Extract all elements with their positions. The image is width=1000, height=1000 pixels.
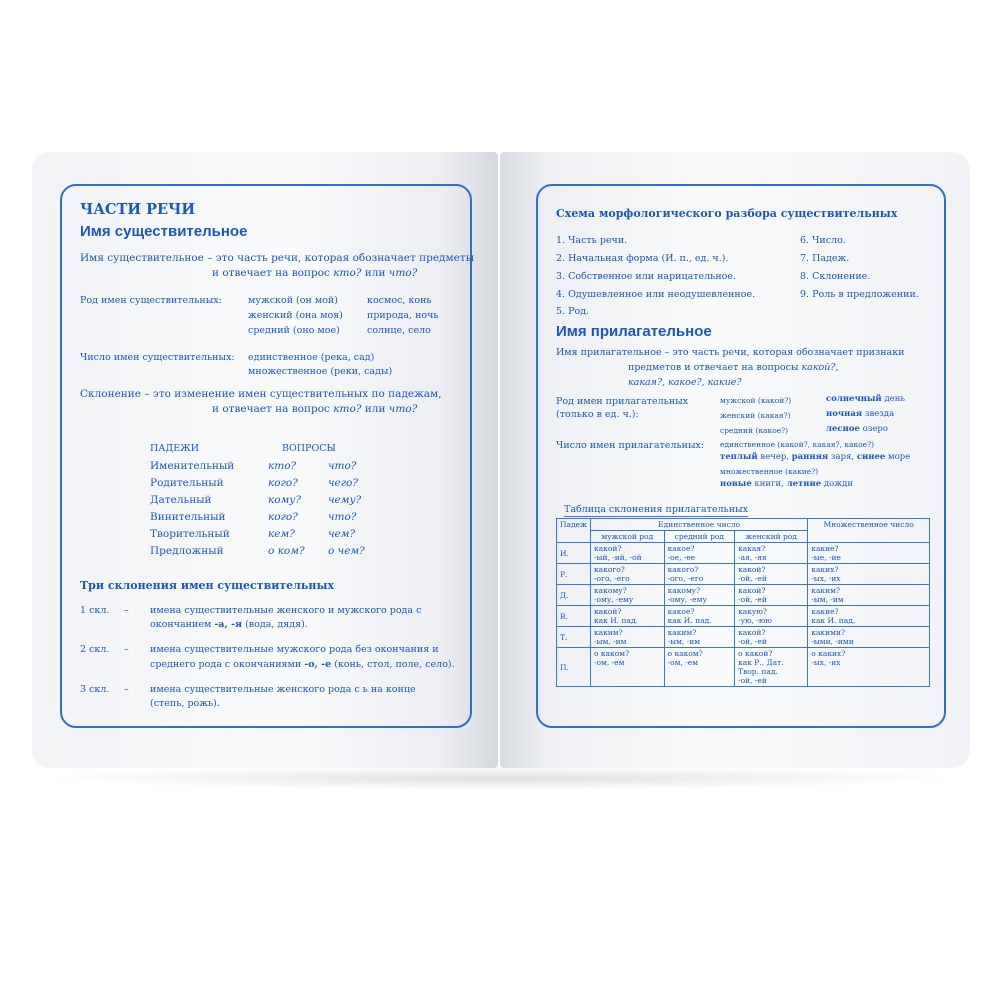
case-question-1: кого? [268,477,298,489]
adjective-definition-line3: какая?, какое?, какие? [628,377,742,388]
scheme-item: 6. Число. [800,235,846,246]
table-cell: какой? -ой, -ей [735,585,808,606]
table-cell: какое? -ое, -ее [664,543,734,564]
adj-gender-neut-example: лесное озеро [826,424,888,434]
table-row [557,627,930,648]
declension-dash: – [124,684,129,695]
adj-gender-masc-example: солнечный день [826,394,906,404]
table-cell: каким? -ым, -им [590,627,664,648]
table-header-masc: мужской род [590,531,664,543]
scheme-item: 1. Часть речи. [556,235,628,246]
table-cell: какое? как И. пад. [664,606,734,627]
declension-line1: имена существительные мужского рода без окончания и [150,644,439,655]
case-question-1: кто? [268,460,297,472]
adj-gender-neut: средний (какое?) [720,426,789,435]
table-cell: о каком? -ом, -ем [590,648,664,687]
adj-gender-masc: мужской (какой?) [720,396,792,405]
table-cell-case: П. [557,648,591,687]
case-question-2: о чем? [328,545,365,557]
number-singular: единственное (река, сад) [248,352,375,363]
noun-definition-line1: Имя существительное – это часть речи, которая обозначает предметы [80,252,475,264]
table-header-plural: Множественное число [808,519,930,543]
case-question-1: кого? [268,511,298,523]
adj-number-label: Число имен прилагательных: [556,440,705,451]
gender-neut: средний (оно мое) [248,325,340,336]
declension-label: 3 скл. [80,684,110,695]
table-cell: какой? как И. пад. [590,606,664,627]
table-cell: какой? -ой, -ей [735,627,808,648]
adj-gender-label-note: (только в ед. ч.): [556,409,639,420]
declension-line1: имена существительные женского и мужского рода с [150,605,422,616]
adj-number-singular: единственное (какой?, какая?, какое?) [720,440,875,449]
gender-masc: мужской (он мой) [248,295,338,306]
case-question-1: о ком? [268,545,305,557]
case-question-2: чему? [328,494,362,506]
table-cell: какую? -ую, -юю [735,606,808,627]
table-row [557,543,930,564]
declension-label: 2 скл. [80,644,110,655]
adj-gender-fem: женский (какая?) [720,411,791,420]
declension-line2: среднего рода с окончаниями -о, -е (конь, стол, поле, село). [150,659,455,670]
table-cell-case: И. [557,543,591,564]
table-cell: о каких? -ых, -их [808,648,930,687]
questions-header: ВОПРОСЫ [282,443,336,454]
table-cell: какого? -ого, -его [590,564,664,585]
noun-heading: Имя существительное [80,223,248,240]
table-header-neut: средний род [664,531,734,543]
table-cell: какая? -ая, -яя [735,543,808,564]
declension-label: 1 скл. [80,605,110,616]
cases-header: ПАДЕЖИ [150,443,200,454]
table-cell-case: Д. [557,585,591,606]
table-row [557,564,930,585]
table-header-row [557,519,930,531]
table-cell: о какой? как Р., Дат. Твор. пад. -ой, -ей [735,648,808,687]
adj-number-plural: множественное (какие?) [720,467,819,476]
declension-definition-line1: Склонение – это изменение имен существительных по падежам, [80,388,442,400]
table-cell: о каком? -ом, -ем [664,648,734,687]
table-cell-case: Р. [557,564,591,585]
declension-line2: (степь, рожь). [150,698,220,709]
gender-fem: женский (она моя) [248,310,343,321]
gender-label: Род имен существительных: [80,295,222,306]
scheme-item: 9. Роль в предложении. [800,289,919,300]
page-title: ЧАСТИ РЕЧИ [80,201,196,218]
declension-dash: – [124,605,129,616]
table-row [557,606,930,627]
case-name: Предложный [150,545,224,557]
scheme-item: 2. Начальная форма (И. п., ед. ч.). [556,253,729,264]
table-cell: какой? -ый, -ий, -ой [590,543,664,564]
adjective-definition-line1: Имя прилагательное – это часть речи, которая обозначает признаки [556,347,905,358]
case-name: Родительный [150,477,224,489]
adjective-heading: Имя прилагательное [556,323,712,340]
table-cell: какому? -ому, -ему [590,585,664,606]
table-row [557,585,930,606]
scheme-heading: Схема морфологического разбора существительных [556,207,898,220]
gender-neut-example: солнце, село [367,325,431,336]
noun-definition-line2: и отвечает на вопрос кто? или что? [212,267,418,279]
scheme-item: 5. Род. [556,306,590,317]
adj-number-singular-examples: теплый вечер, ранняя заря, синее море [720,452,911,462]
table-cell: каким? -ым, -им [808,585,930,606]
scheme-item: 8. Склонение. [800,271,871,282]
table-cell: каким? -ым, -им [664,627,734,648]
case-question-1: кому? [268,494,302,506]
table-cell-case: В. [557,606,591,627]
three-declensions-heading: Три склонения имен существительных [80,579,335,592]
number-plural: множественное (реки, сады) [248,366,393,377]
adj-gender-fem-example: ночная звезда [826,409,895,419]
case-name: Именительный [150,460,235,472]
case-question-2: что? [328,460,357,472]
table-cell: какие? как И. пад. [808,606,930,627]
case-question-2: что? [328,511,357,523]
number-label: Число имен существительных: [80,352,235,363]
table-cell: каких? -ых, -их [808,564,930,585]
scheme-item: 4. Одушевленное или неодушевленное. [556,289,756,300]
adj-number-plural-examples: новые книги, летние дожди [720,479,853,489]
table-row [557,648,930,687]
case-question-2: чем? [328,528,356,540]
case-name: Творительный [150,528,230,540]
table-header-singular: Единственное число [590,519,807,531]
declension-line1: имена существительные женского рода с ь на конце [150,684,416,695]
table-title: Таблица склонения прилагательных [564,504,748,515]
table-header-case: Падеж [557,519,591,543]
scheme-item: 7. Падеж. [800,253,850,264]
case-name: Дательный [150,494,212,506]
table-header-fem: женский род [735,531,808,543]
gender-fem-example: природа, ночь [367,310,439,321]
scheme-item: 3. Собственное или нарицательное. [556,271,737,282]
adjective-declension-table [556,518,930,687]
adj-gender-label: Род имен прилагательных [556,396,689,407]
declension-dash: – [124,644,129,655]
table-cell-case: Т. [557,627,591,648]
case-question-1: кем? [268,528,295,540]
table-cell: какому? -ому, -ему [664,585,734,606]
adjective-definition-line2: предметов и отвечает на вопросы какой?, [628,362,839,373]
table-cell: какого? -ого, -его [664,564,734,585]
declension-line2: окончанием -а, -я (вода, дядя). [150,619,308,630]
gender-masc-example: космос, конь [367,295,432,306]
table-cell: какие? -ые, -ие [808,543,930,564]
notebook-shadow [40,766,960,790]
table-cell: какой? -ой, -ей [735,564,808,585]
case-question-2: чего? [328,477,359,489]
case-name: Винительный [150,511,226,523]
declension-definition-line2: и отвечает на вопрос кто? или что? [212,403,418,415]
table-cell: какими? -ыми, -ими [808,627,930,648]
